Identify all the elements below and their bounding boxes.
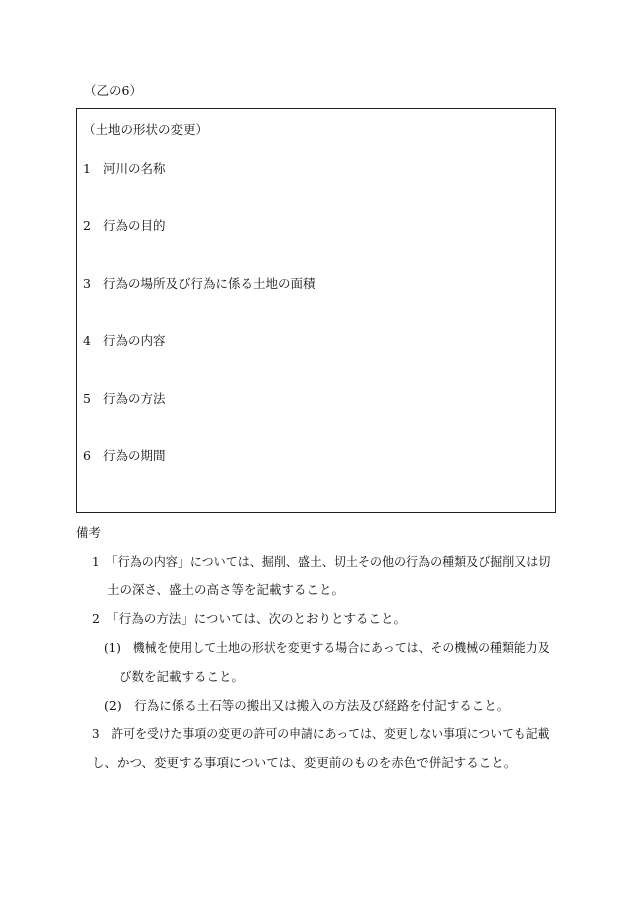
item-number: 5 — [83, 391, 91, 406]
note-1-line-1: 1 「行為の内容」については、掘削、盛土、切土その他の行為の種類及び掘削又は切 — [92, 554, 551, 569]
item-method — [83, 393, 166, 406]
item-label: 行為の方法 — [103, 391, 166, 406]
form-identifier: （乙の6） — [84, 83, 142, 98]
note-2-2: (2) 行為に係る土石等の搬出又は搬入の方法及び経路を付記すること。 — [104, 698, 510, 713]
box-heading: （土地の形状の変更） — [83, 122, 209, 137]
item-label: 河川の名称 — [103, 161, 166, 176]
note-2-1-line-1: (1) 機械を使用して土地の形状を変更する場合にあっては、その機械の種類能力及 — [104, 640, 550, 655]
note-1-line-2: 土の深さ、盛土の高さ等を記載すること。 — [107, 582, 345, 597]
item-number: 4 — [83, 333, 91, 348]
item-label: 行為の内容 — [103, 333, 166, 348]
item-label: 行為の場所及び行為に係る土地の面積 — [103, 276, 316, 291]
note-2-1-line-2: び数を記載すること。 — [119, 669, 245, 684]
item-number: 3 — [83, 276, 91, 291]
note-2: 2 「行為の方法」については、次のとおりとすること。 — [92, 611, 406, 626]
item-location-area — [83, 278, 316, 291]
item-number: 1 — [83, 161, 91, 176]
item-number: 6 — [83, 448, 91, 463]
form-box — [76, 108, 556, 513]
item-river-name — [83, 163, 166, 176]
item-label: 行為の目的 — [103, 218, 166, 233]
note-3-line-1: 3 許可を受けた事項の変更の許可の申請にあっては、変更しない事項についても記載 — [92, 726, 550, 741]
item-number: 2 — [83, 218, 91, 233]
note-3-line-2: し、かつ、変更する事項については、変更前のものを赤色で併記すること。 — [92, 755, 517, 770]
item-purpose — [83, 220, 166, 233]
item-label: 行為の期間 — [103, 448, 166, 463]
notes-heading: 備考 — [76, 525, 102, 540]
item-content — [83, 335, 166, 348]
item-period — [83, 450, 166, 463]
